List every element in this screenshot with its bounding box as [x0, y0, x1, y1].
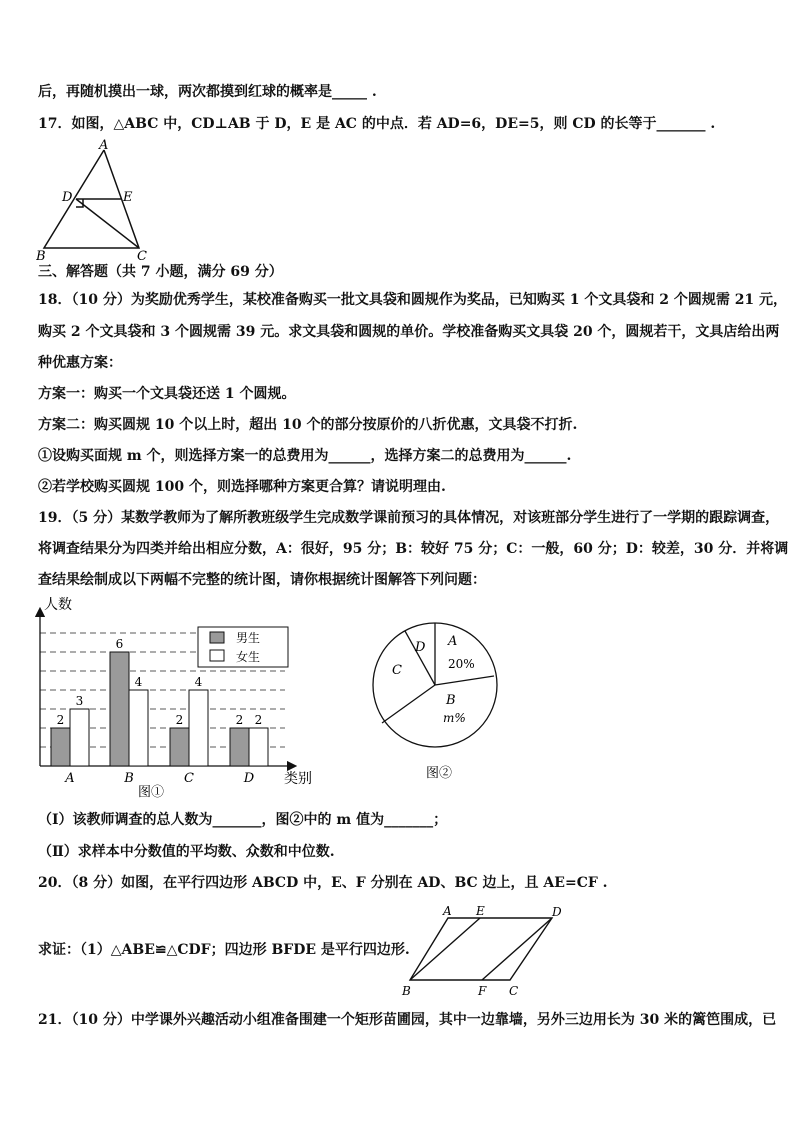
question-18-line-2: 购买 2 个文具袋和 3 个圆规需 39 元。求文具袋和圆规的单价。学校准备购买文具袋 20 个，圆规若干，文具店给出两 — [38, 324, 780, 340]
bar-value-label: 4 — [134, 675, 143, 689]
question-18-part-2: ②若学校购买圆规 100 个，则选择哪种方案更合算？请说明理由. — [38, 479, 446, 495]
bar-D-girls — [249, 728, 268, 766]
question-19-part-1: （Ⅰ）该教师调查的总人数为_______，图②中的 m 值为_______； — [38, 812, 448, 828]
question-20: 20．（8 分）如图，在平行四边形 ABCD 中，E、F 分别在 AD、BC 边上，且 AE=CF . — [38, 875, 608, 891]
bar-value-label: 2 — [235, 713, 244, 727]
pg-label-A: A — [443, 904, 452, 918]
question-17: 17．如图，△ABC 中，CD⊥AB 于 D，E 是 AC 的中点．若 AD=6，DE=5，则 CD 的长等于_______ . — [38, 116, 716, 132]
question-18-part-1: ①设购买面规 m 个，则选择方案一的总费用为______，选择方案二的总费用为______. — [38, 448, 572, 464]
parallelogram-figure — [396, 902, 576, 998]
bar-C-boys — [170, 728, 189, 766]
legend-swatch-boys — [210, 632, 224, 643]
pie-label-A: A — [448, 634, 458, 649]
pie-divider-c — [382, 685, 435, 723]
bar-value-label: 2 — [254, 713, 263, 727]
pie-chart — [360, 608, 510, 783]
x-tick-label: D — [243, 771, 255, 786]
question-18-line-3: 种优惠方案： — [38, 355, 122, 371]
pg-label-B: B — [402, 984, 411, 998]
question-19-line-1: 19．（5 分）某数学教师为了解所教班级学生完成数学课前预习的具体情况，对该班部分学生进行了一学期的跟踪调查， — [38, 510, 780, 526]
label-B: B — [36, 249, 46, 262]
bar-B-girls — [129, 690, 148, 766]
question-21: 21．（10 分）中学课外兴趣活动小组准备围建一个矩形苗圃园，其中一边靠墙，另外三边用长为 30 米的篱笆围成，已 — [38, 1012, 777, 1028]
bar-chart-caption: 图① — [138, 785, 165, 800]
pg-label-C: C — [509, 984, 519, 998]
legend-label-boys: 男生 — [236, 631, 261, 645]
pg-label-E: E — [476, 904, 485, 918]
bar-B-boys — [110, 652, 129, 766]
pie-divider-b — [435, 676, 494, 685]
question-18-line-1: 18．（10 分）为奖励优秀学生，某校准备购买一批文具袋和圆规作为奖品，已知购买 1 个文具袋和 2 个圆规需 21 元， — [38, 292, 788, 308]
x-tick-label: C — [184, 771, 194, 786]
x-axis-label: 类别 — [284, 771, 312, 787]
question-19-part-2: （Ⅱ）求样本中分数值的平均数、众数和中位数. — [38, 844, 335, 860]
pie-label-D: D — [415, 640, 426, 655]
pie-value-B: m% — [443, 711, 466, 725]
question-19-line-2: 将调查结果分为四类并给出相应分数，A：很好，95 分；B：较好 75 分；C：一般，60 分；D：较差，30 分．并将调 — [38, 541, 789, 557]
triangle-figure — [36, 138, 166, 262]
x-tick-label: B — [124, 771, 134, 786]
bar-value-label: 4 — [194, 675, 203, 689]
section-heading: 三、解答题（共 7 小题，满分 69 分） — [38, 264, 283, 280]
question-19-line-3: 查结果绘制成以下两幅不完整的统计图，请你根据统计图解答下列问题： — [38, 572, 486, 588]
pie-value-A: 20% — [448, 657, 475, 671]
bar-A-boys — [51, 728, 70, 766]
label-E: E — [123, 190, 133, 205]
x-tick-label: A — [65, 771, 75, 786]
legend-swatch-girls — [210, 650, 224, 661]
pg-label-F: F — [478, 984, 487, 998]
plan-two: 方案二：购买圆规 10 个以上时，超出 10 个的部分按原价的八折优惠，文具袋不打折. — [38, 417, 578, 433]
bar-D-boys — [230, 728, 249, 766]
bar-value-label: 2 — [175, 713, 184, 727]
legend — [198, 627, 288, 667]
pie-label-C: C — [392, 663, 402, 678]
label-A: A — [99, 138, 109, 153]
y-axis-label: 人数 — [44, 597, 72, 613]
question-20-proof: 求证：（1）△ABE≌△CDF；四边形 BFDE 是平行四边形. — [38, 942, 410, 958]
text-line-1: 后，再随机摸出一球，两次都摸到红球的概率是_____ . — [38, 84, 377, 100]
bar-value-label: 2 — [56, 713, 65, 727]
bar-C-girls — [189, 690, 208, 766]
bar-value-label: 6 — [115, 637, 124, 651]
legend-label-girls: 女生 — [236, 650, 261, 664]
pg-label-D: D — [552, 905, 562, 919]
bar-A-girls — [70, 709, 89, 766]
bar-value-label: 3 — [75, 694, 84, 708]
label-D: D — [62, 190, 73, 205]
bar-chart — [30, 592, 330, 802]
label-C: C — [137, 249, 147, 262]
pie-chart-caption: 图② — [426, 766, 453, 781]
plan-one: 方案一：购买一个文具袋还送 1 个圆规。 — [38, 386, 296, 402]
pie-label-B: B — [446, 693, 456, 708]
